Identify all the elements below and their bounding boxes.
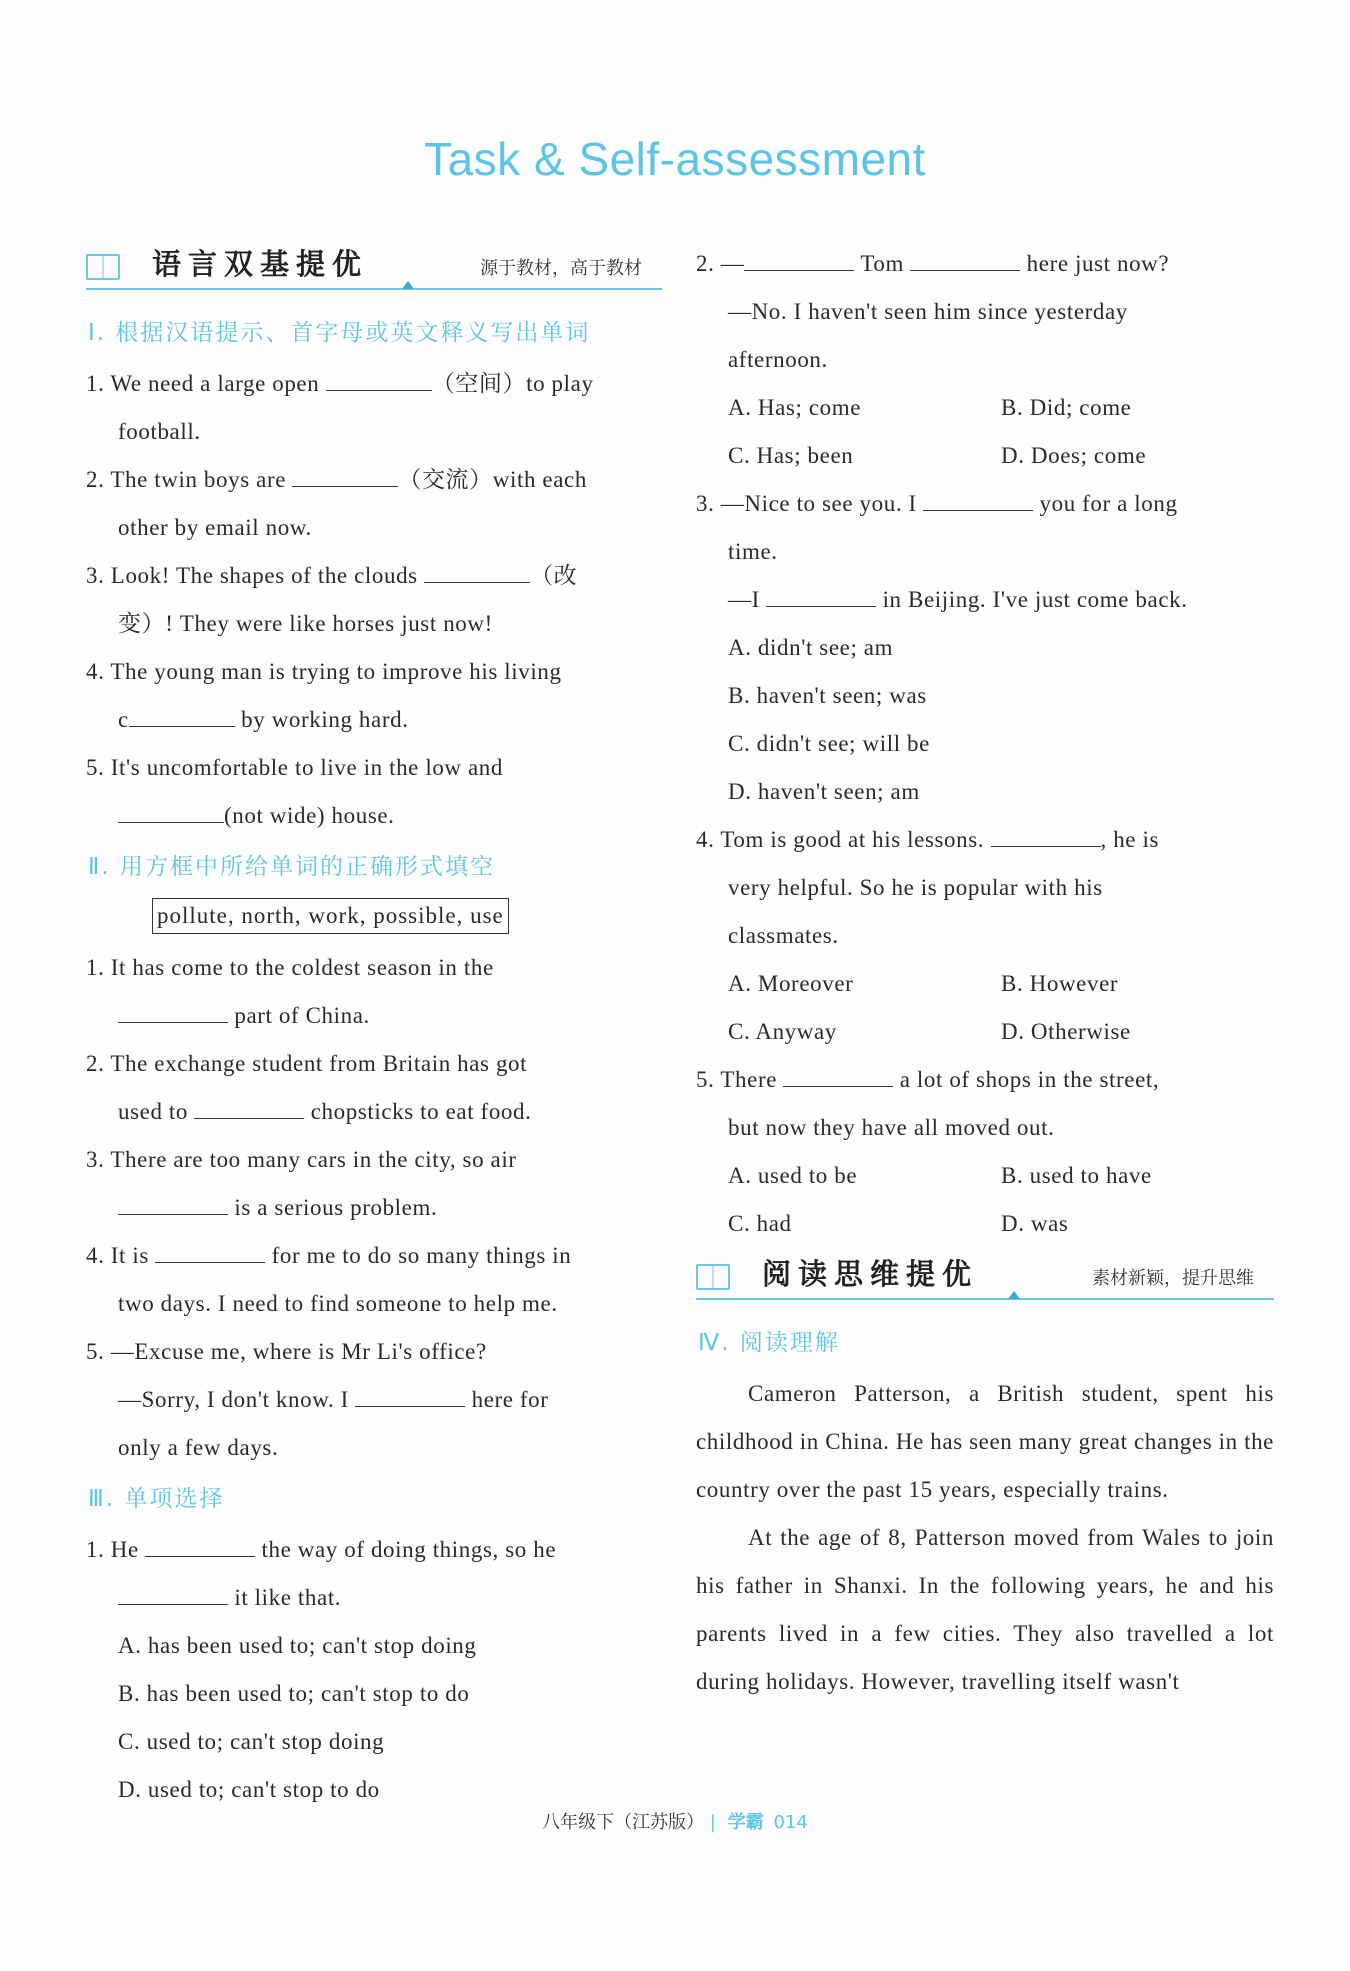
page-number: 014: [773, 1812, 808, 1833]
banner-title: 语言双基提优: [152, 247, 369, 281]
footer-separator: |: [709, 1812, 716, 1833]
question-3-5: 5. There a lot of shops in the street, but now they have all moved out.: [696, 1067, 1160, 1140]
option-c[interactable]: C. didn't see; will be: [728, 731, 930, 756]
reading-paragraph-1: Cameron Patterson, a British student, spent his childhood in China. He has seen many great changes in the country over the past 15 years, especially trains.: [696, 1381, 1274, 1502]
answer-blank[interactable]: [118, 802, 224, 823]
banner-subtitle: 素材新颖，提升思维: [1092, 1268, 1254, 1289]
question-3-3: 3. —Nice to see you. I you for a long time. —I in Beijing. I've just come back.: [696, 491, 1188, 612]
option-d[interactable]: D. was: [1001, 1211, 1069, 1236]
question-2-5: 5. —Excuse me, where is Mr Li's office? —Sorry, I don't know. I here for only a few days.: [86, 1339, 549, 1460]
option-c[interactable]: C. had: [728, 1211, 792, 1236]
option-b[interactable]: B. used to have: [1001, 1163, 1152, 1188]
book-icon: [86, 254, 120, 280]
reading-paragraph-2: At the age of 8, Patterson moved from Wales to join his father in Shanxi. In the following years, he and his parents lived in a few cities. They also travelled a lot during holidays. However, travelling itself wasn't: [696, 1525, 1274, 1694]
options-3-5: [696, 1152, 1274, 1248]
answer-blank[interactable]: [355, 1386, 465, 1407]
triangle-marker-icon: [402, 281, 414, 289]
answer-blank[interactable]: [118, 1194, 228, 1215]
option-a[interactable]: A. didn't see; am: [728, 635, 894, 660]
banner-title: 阅读思维提优: [762, 1257, 979, 1291]
question-1-4: 4. The young man is trying to improve his living c by working hard.: [86, 659, 562, 732]
grade-label: 八年级下（江苏版）: [542, 1812, 705, 1833]
section-banner-reading: [696, 1250, 1274, 1300]
answer-blank[interactable]: [194, 1098, 304, 1119]
option-b[interactable]: B. haven't seen; was: [728, 683, 927, 708]
section-heading-3: Ⅲ. 单项选择: [88, 1486, 225, 1512]
answer-blank[interactable]: [783, 1066, 893, 1087]
option-a[interactable]: A. Has; come: [728, 395, 862, 420]
answer-blank[interactable]: [145, 1536, 255, 1557]
answer-blank[interactable]: [744, 250, 854, 271]
section-heading-4: Ⅳ. 阅读理解: [698, 1330, 840, 1356]
right-column: [696, 240, 1274, 1706]
option-b[interactable]: B. has been used to; can't stop to do: [118, 1681, 470, 1706]
question-1-1: 1. We need a large open （空间）to play football.: [86, 371, 594, 444]
banner-subtitle: 源于教材，高于教材: [480, 258, 642, 279]
options-3-2: [696, 384, 1274, 480]
option-d[interactable]: D. used to; can't stop to do: [118, 1777, 380, 1802]
question-2-3: 3. There are too many cars in the city, so air is a serious problem.: [86, 1147, 517, 1220]
question-2-1: 1. It has come to the coldest season in the part of China.: [86, 955, 494, 1028]
answer-blank[interactable]: [118, 1584, 228, 1605]
option-c[interactable]: C. used to; can't stop doing: [118, 1729, 385, 1754]
section-banner-language: [86, 240, 662, 290]
answer-blank[interactable]: [424, 562, 530, 583]
question-1-2: 2. The twin boys are （交流）with each other by email now.: [86, 467, 587, 540]
option-a[interactable]: A. Moreover: [728, 971, 854, 996]
answer-blank[interactable]: [910, 250, 1020, 271]
answer-blank[interactable]: [923, 490, 1033, 511]
option-a[interactable]: A. used to be: [728, 1163, 858, 1188]
answer-blank[interactable]: [155, 1242, 265, 1263]
section-heading-1: Ⅰ. 根据汉语提示、首字母或英文释义写出单词: [88, 320, 591, 346]
option-d[interactable]: D. Otherwise: [1001, 1019, 1131, 1044]
options-3-1: [86, 1622, 662, 1814]
answer-blank[interactable]: [292, 466, 398, 487]
answer-blank[interactable]: [991, 826, 1101, 847]
question-1-5: 5. It's uncomfortable to live in the low and (not wide) house.: [86, 755, 503, 828]
book-icon: [696, 1264, 730, 1290]
question-2-4: 4. It is for me to do so many things in two days. I need to find someone to help me.: [86, 1243, 572, 1316]
option-c[interactable]: C. Anyway: [728, 1019, 837, 1044]
answer-blank[interactable]: [118, 1002, 228, 1023]
options-3-3: [696, 624, 1274, 816]
options-3-4: [696, 960, 1274, 1056]
left-column: [86, 240, 662, 1814]
option-d[interactable]: D. haven't seen; am: [728, 779, 920, 804]
page-title: Task & Self-assessment: [424, 133, 926, 185]
answer-blank[interactable]: [326, 370, 432, 391]
question-1-3: 3. Look! The shapes of the clouds （改 变）! They were like horses just now!: [86, 563, 578, 636]
option-a[interactable]: A. has been used to; can't stop doing: [118, 1633, 477, 1658]
question-3-2: 2. — Tom here just now? —No. I haven't seen him since yesterday afternoon.: [696, 251, 1170, 372]
question-2-2: 2. The exchange student from Britain has got used to chopsticks to eat food.: [86, 1051, 532, 1124]
option-d[interactable]: D. Does; come: [1001, 443, 1147, 468]
option-b[interactable]: B. Did; come: [1001, 395, 1132, 420]
triangle-marker-icon: [1008, 1291, 1020, 1299]
brand-label: 学霸: [727, 1812, 764, 1833]
answer-blank[interactable]: [129, 706, 235, 727]
section-heading-2: Ⅱ. 用方框中所给单词的正确形式填空: [88, 854, 495, 880]
answer-blank[interactable]: [766, 586, 876, 607]
question-3-1: 1. He the way of doing things, so he it like that.: [86, 1537, 557, 1610]
option-b[interactable]: B. However: [1001, 971, 1119, 996]
page-footer: [0, 1808, 1350, 1834]
question-3-4: 4. Tom is good at his lessons. , he is very helpful. So he is popular with his classmates.: [696, 827, 1159, 948]
word-box: pollute, north, work, possible, use: [152, 898, 509, 934]
option-c[interactable]: C. Has; been: [728, 443, 854, 468]
